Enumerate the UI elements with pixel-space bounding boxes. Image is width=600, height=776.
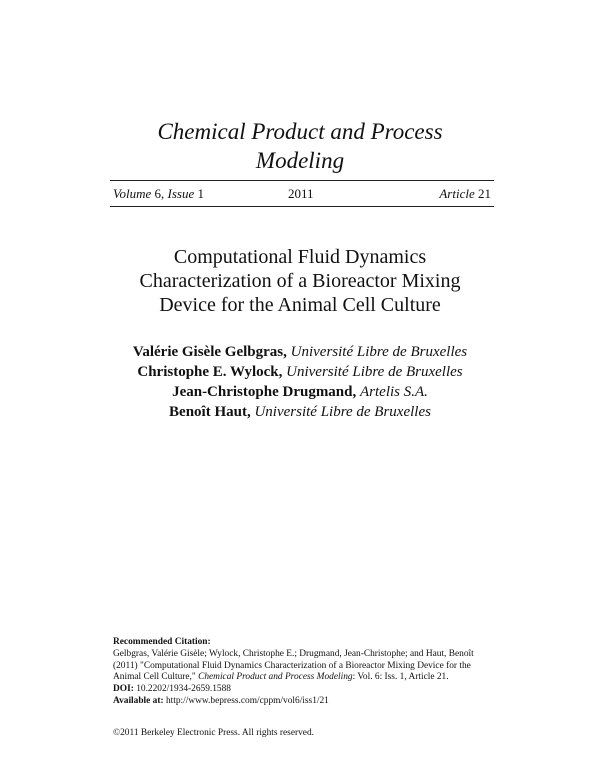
author bbox=[0, 382, 600, 402]
available-url: http://www.bepress.com/cppm/vol6/iss1/21 bbox=[165, 695, 329, 706]
article-label: Article bbox=[439, 186, 475, 201]
author-affiliation: Université Libre de Bruxelles bbox=[286, 364, 463, 380]
year: 2011 bbox=[288, 186, 314, 201]
journal-title-line: Chemical Product and Process bbox=[157, 119, 443, 144]
author bbox=[0, 402, 600, 422]
citation-line: : Vol. 6: Iss. 1, Article 21. bbox=[352, 672, 449, 683]
citation-journal: Chemical Product and Process Modeling bbox=[198, 672, 353, 683]
author-affiliation: Université Libre de Bruxelles bbox=[254, 404, 431, 420]
author bbox=[0, 362, 600, 382]
recommended-citation bbox=[113, 637, 503, 708]
top-rule bbox=[110, 180, 494, 181]
copyright-notice: ©2011 Berkeley Electronic Press. All rights reserved. bbox=[113, 728, 314, 738]
journal-title-line: Modeling bbox=[255, 148, 345, 173]
article-number: 21 bbox=[478, 186, 491, 201]
citation-line: (2011) "Computational Fluid Dynamics Characterization of a Bioreactor Mixing Device for the bbox=[113, 660, 471, 671]
author-affiliation: Université Libre de Bruxelles bbox=[290, 344, 468, 360]
article-title-line: Device for the Animal Cell Culture bbox=[159, 294, 441, 316]
article-title-line: Characterization of a Bioreactor Mixing bbox=[139, 270, 461, 292]
volume-number: 6 bbox=[154, 186, 162, 201]
article-title bbox=[0, 245, 600, 317]
issue-number: 1 bbox=[197, 186, 204, 201]
author-name: Benoît Haut, bbox=[169, 404, 251, 420]
available-line bbox=[113, 696, 503, 708]
doi-line bbox=[113, 684, 503, 696]
citation-label: Recommended Citation: bbox=[113, 637, 211, 647]
citation-text bbox=[113, 649, 503, 684]
article-number-group bbox=[439, 186, 491, 202]
citation-line: Gelbgras, Valérie Gisèle; Wylock, Christophe E.; Drugmand, Jean-Christophe; and Haut, Benoît bbox=[113, 648, 474, 659]
author-name: Valérie Gisèle Gelbgras, bbox=[132, 344, 287, 360]
citation-line: Animal Cell Culture," bbox=[113, 672, 199, 683]
available-label: Available at: bbox=[113, 695, 164, 706]
doi-value: 10.2202/1934-2659.1588 bbox=[136, 684, 231, 695]
journal-title bbox=[0, 117, 600, 175]
issue-label: Issue bbox=[167, 186, 195, 201]
volume-issue: Volume 6, Issue 1 bbox=[113, 186, 204, 201]
bottom-rule bbox=[110, 206, 494, 207]
article-title-line: Computational Fluid Dynamics bbox=[173, 246, 427, 268]
doi-label: DOI: bbox=[113, 684, 134, 695]
author-list bbox=[0, 342, 600, 422]
author bbox=[0, 342, 600, 362]
author-name: Jean-Christophe Drugmand, bbox=[172, 384, 357, 400]
author-affiliation: Artelis S.A. bbox=[360, 384, 428, 400]
volume-label: Volume bbox=[113, 186, 152, 201]
author-name: Christophe E. Wylock, bbox=[137, 364, 283, 380]
